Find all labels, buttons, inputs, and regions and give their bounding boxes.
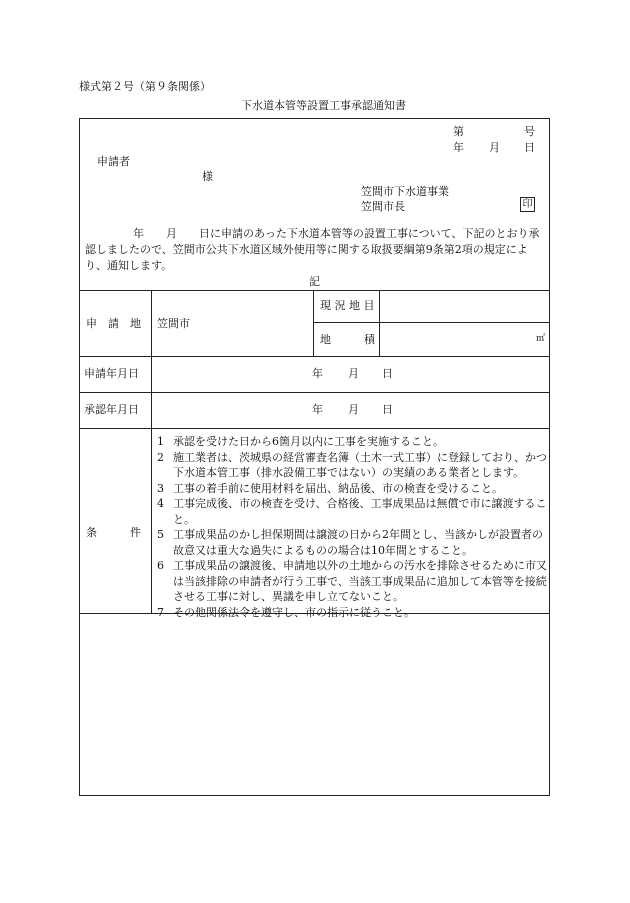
apply-date-year: 年 (312, 367, 323, 380)
condition-text: 工事成果品の譲渡後、申請地以外の土地からの汚水を排除させるために市又は当該排除の申請者が行う工事で、当該工事成果品に追加して本管等を接続させる工事に対し、異議を申し立てないこと。 (173, 559, 547, 603)
current-land-label: 現 況 地 目 (320, 299, 375, 312)
condition-number: 3 (157, 481, 164, 495)
ki-heading: 記 (309, 275, 320, 288)
approve-date-label: 承認年月日 (84, 403, 139, 416)
approve-date-day: 日 (382, 403, 393, 416)
apply-date-month: 月 (348, 367, 359, 380)
applicant-label: 申請者 (97, 155, 130, 168)
condition-text: 工事完成後、市の検査を受け、合格後、工事成果品は無償で市に譲渡すること。 (173, 497, 547, 526)
condition-number: 4 (157, 497, 164, 510)
condition-number: 2 (157, 450, 164, 464)
issue-date-year: 年 (453, 141, 464, 154)
condition-text: その他関係法令を遵守し、市の指示に従うこと。 (173, 605, 415, 619)
notice-body (85, 226, 545, 274)
condition-text: 工事成果品のかし担保期間は譲渡の日から2年間とし、当該かしが設置者の故意又は重大な過失によるものの場合は10年間とすること。 (173, 528, 543, 557)
conditions-list (157, 434, 549, 620)
document-title: 下水道本管等設置工事承認通知書 (241, 99, 406, 112)
condition-item (157, 496, 549, 527)
table-rule (313, 322, 550, 323)
approve-date-year: 年 (312, 403, 323, 416)
site-value: 笠間市 (157, 317, 190, 330)
seal-mark: 印 (520, 197, 535, 212)
table-rule (79, 428, 550, 429)
condition-item (157, 481, 549, 497)
applicant-honorific: 様 (202, 170, 213, 183)
issuer-title: 笠間市長 (361, 200, 405, 213)
number-go: 号 (524, 125, 535, 138)
number-dai: 第 (453, 125, 464, 138)
condition-number: 7 (157, 605, 164, 619)
condition-number: 1 (157, 435, 164, 448)
area-label: 地 積 (320, 333, 375, 346)
site-label: 申 請 地 (86, 317, 141, 330)
issuer-org: 笠間市下水道事業 (361, 185, 449, 198)
condition-item (157, 605, 549, 621)
table-rule (151, 290, 152, 613)
table-rule (79, 356, 550, 357)
condition-item (157, 558, 549, 605)
table-rule (313, 290, 314, 356)
condition-text: 承認を受けた日から6箇月以内に工事を実施すること。 (173, 435, 444, 448)
apply-date-label: 申請年月日 (84, 367, 139, 380)
notice-body-text: 年 月 日に申請のあった下水道本管等の設置工事について、下記のとおり承認しましたので、笠間市公共下水道区域外使用等に関する取扱要綱第9条第2項の規定により、通知します。 (85, 227, 540, 272)
issue-date-month: 月 (489, 141, 500, 154)
condition-text: 工事の着手前に使用材料を届出、納品後、市の検査を受けること。 (173, 481, 503, 495)
condition-number: 5 (157, 528, 164, 541)
table-rule (379, 290, 380, 356)
form-label: 様式第２号（第９条関係） (79, 80, 211, 93)
condition-item (157, 450, 549, 481)
table-rule (79, 290, 550, 291)
condition-item (157, 434, 549, 450)
conditions-label: 条 件 (86, 526, 141, 539)
table-rule (79, 392, 550, 393)
condition-item (157, 527, 549, 558)
condition-text: 施工業者は、茨城県の経営審査名簿（土木一式工事）に登録しており、かつ下水道本管工事（排水設備工事ではない）の実績のある業者とします。 (173, 450, 547, 479)
area-unit: ㎡ (536, 334, 546, 344)
apply-date-day: 日 (382, 367, 393, 380)
issue-date-day: 日 (524, 141, 535, 154)
condition-number: 6 (157, 559, 164, 572)
approve-date-month: 月 (348, 403, 359, 416)
